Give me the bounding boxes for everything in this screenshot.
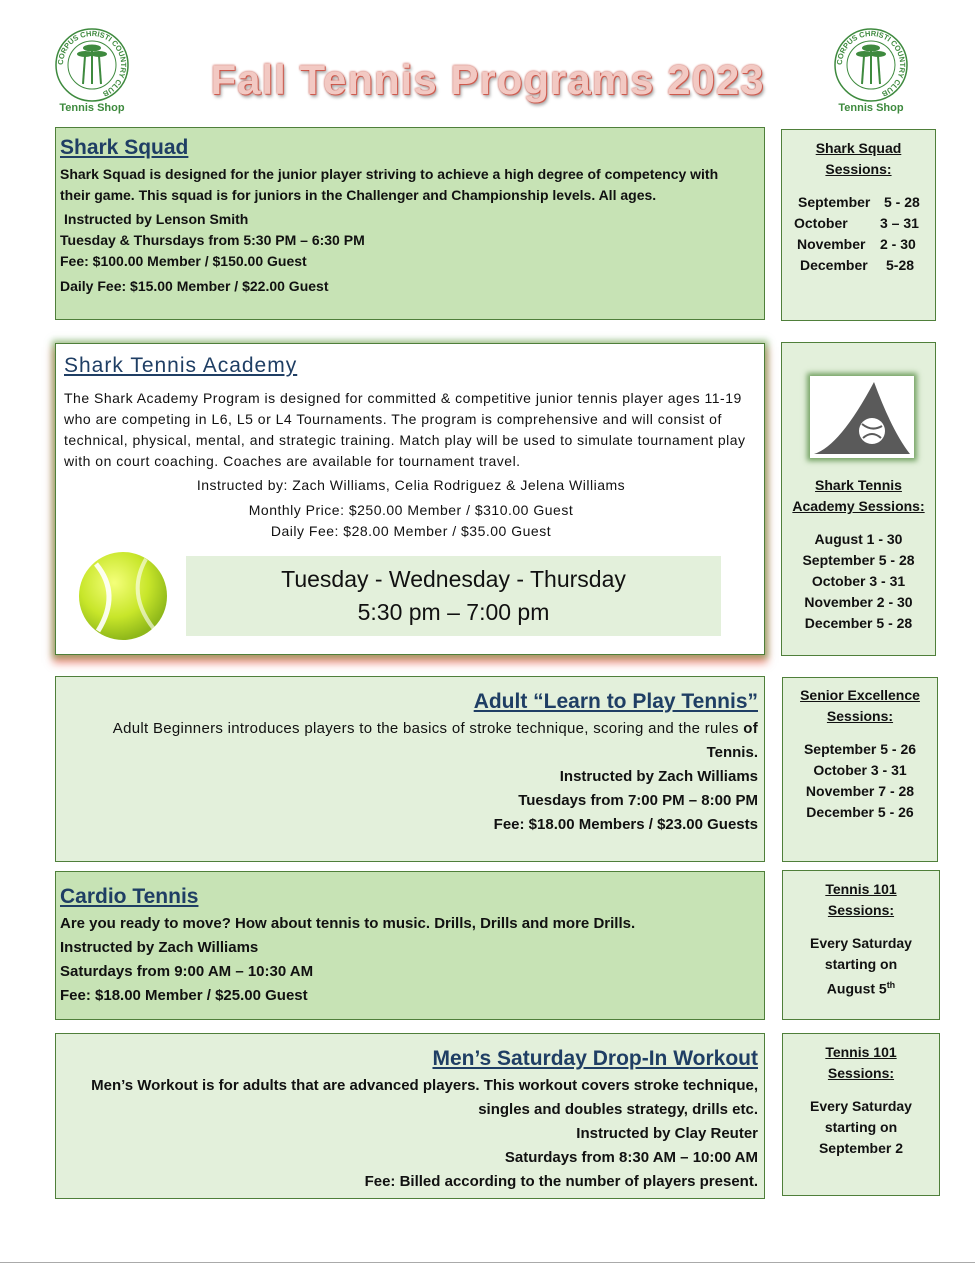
academy-days: Tuesday - Wednesday - Thursday — [281, 566, 626, 592]
academy-monthly-price: Monthly Price: $250.00 Member / $310.00 Guest — [248, 502, 574, 518]
session-row: November 7 - 28 — [805, 783, 915, 799]
sessions-heading: Sessions: — [826, 708, 894, 724]
shark-squad-schedule: Tuesday & Thursdays from 5:30 PM – 6:30 PM — [60, 232, 365, 248]
session-row: Every Saturday — [810, 935, 912, 951]
session-row: October 3 – 31 — [794, 215, 919, 231]
sessions-heading: Senior Excellence — [800, 687, 920, 703]
session-row: August 5th — [826, 980, 896, 997]
svg-text:CORPUS CHRISTI COUNTRY CLUB: CORPUS CHRISTI COUNTRY CLUB — [55, 28, 129, 99]
mens-sessions — [782, 1033, 940, 1196]
logo-caption: Tennis Shop — [59, 102, 125, 114]
cardio-title: Cardio Tennis — [60, 885, 199, 908]
adult-section — [55, 676, 765, 862]
session-row: October 3 - 31 — [811, 573, 906, 589]
shark-squad-description: Shark Squad is designed for the junior player striving to achieve a high degree of competency with their game. This squad is for juniors in the Challenger and Championship levels. All ages. — [60, 166, 719, 203]
session-row: December 5 - 26 — [806, 804, 914, 820]
cardio-sessions — [782, 870, 940, 1020]
sessions-heading: Sessions: — [827, 1065, 895, 1081]
shark-squad-fee: Fee: $100.00 Member / $150.00 Guest — [60, 253, 307, 269]
shark-academy-section — [55, 343, 765, 655]
session-row: November 2 - 30 — [797, 236, 916, 252]
tennis-ball-icon — [76, 549, 170, 643]
club-logo-right — [831, 26, 911, 116]
session-row: August 1 - 30 — [814, 531, 903, 547]
sessions-heading: Sessions: — [825, 161, 892, 177]
academy-instructors: Instructed by: Zach Williams, Celia Rodriguez & Jelena Williams — [196, 477, 626, 493]
session-row: Every Saturday — [810, 1098, 912, 1114]
academy-sessions — [781, 342, 936, 656]
cardio-fee: Fee: $18.00 Member / $25.00 Guest — [60, 987, 308, 1004]
page-bottom-divider — [0, 1262, 975, 1263]
cardio-section — [55, 871, 765, 1020]
mens-section — [55, 1033, 765, 1199]
adult-description: Adult Beginners introduces players to the basics of stroke technique, scoring and the rules of — [112, 720, 758, 737]
sessions-heading: Tennis 101 — [825, 881, 897, 897]
session-row: December 5-28 — [800, 257, 915, 273]
cardio-instructor: Instructed by Zach Williams — [60, 939, 259, 956]
academy-daily-fee: Daily Fee: $28.00 Member / $35.00 Guest — [270, 523, 552, 539]
academy-schedule-box — [186, 556, 721, 636]
shark-squad-instructor: Instructed by Lenson Smith — [64, 211, 249, 227]
adult-schedule: Tuesdays from 7:00 PM – 8:00 PM — [518, 792, 758, 809]
shark-squad-section — [55, 127, 765, 320]
club-logo-left — [52, 26, 132, 116]
session-row: September 5 - 26 — [803, 741, 917, 757]
mens-fee: Fee: Billed according to the number of players present. — [364, 1173, 758, 1190]
sessions-heading: Shark Squad — [815, 140, 902, 156]
sessions-heading: Academy Sessions: — [792, 498, 925, 514]
academy-time: 5:30 pm – 7:00 pm — [357, 599, 550, 625]
mens-description-cont: singles and doubles strategy, drills etc. — [478, 1101, 758, 1118]
mens-instructor: Instructed by Clay Reuter — [576, 1125, 758, 1142]
session-row: October 3 - 31 — [813, 762, 907, 778]
session-row: November 2 - 30 — [804, 594, 913, 610]
academy-title: Shark Tennis Academy — [64, 354, 298, 377]
page-title: Fall Tennis Programs 2023 — [210, 56, 765, 103]
shark-squad-daily-fee: Daily Fee: $15.00 Member / $22.00 Guest — [60, 278, 329, 294]
senior-sessions — [782, 677, 938, 862]
adult-description-end: Tennis. — [706, 744, 758, 761]
adult-instructor: Instructed by Zach Williams — [559, 768, 758, 785]
svg-text:CORPUS CHRISTI COUNTRY CLUB: CORPUS CHRISTI COUNTRY CLUB — [834, 28, 908, 99]
shark-squad-sessions — [781, 129, 936, 321]
sessions-heading: Sessions: — [827, 902, 895, 918]
session-row: starting on — [824, 1119, 898, 1135]
logo-caption: Tennis Shop — [838, 102, 904, 114]
session-row: December 5 - 28 — [804, 615, 913, 631]
session-row: September 5 - 28 — [802, 552, 915, 568]
session-row: starting on — [824, 956, 898, 972]
cardio-description: Are you ready to move? How about tennis to music. Drills, Drills and more Drills. — [60, 915, 636, 932]
palm-tree-logo-icon — [53, 26, 131, 104]
academy-description: The Shark Academy Program is designed for committed & competitive junior tennis player ages 11-19 who are competing in L6, L5 or L4 Tournaments. The program is comprehensive and will consist of technical, physical, mental, and strategic training. Match play will be used to simulate tournament play with on court coaching. Coaches are available for tournament travel. — [64, 390, 746, 469]
cardio-schedule: Saturdays from 9:00 AM – 10:30 AM — [60, 963, 314, 980]
sessions-heading: Tennis 101 — [825, 1044, 897, 1060]
adult-title: Adult “Learn to Play Tennis” — [473, 690, 758, 713]
session-row: September 5 - 28 — [798, 194, 920, 210]
shark-squad-title: Shark Squad — [60, 136, 189, 159]
adult-fee: Fee: $18.00 Members / $23.00 Guests — [493, 816, 758, 833]
palm-tree-logo-icon — [832, 26, 910, 104]
sessions-heading: Shark Tennis — [815, 477, 902, 493]
mens-schedule: Saturdays from 8:30 AM – 10:00 AM — [504, 1149, 758, 1166]
mens-description: Men’s Workout is for adults that are advanced players. This workout covers stroke technique, — [91, 1077, 758, 1094]
mens-title: Men’s Saturday Drop-In Workout — [432, 1047, 758, 1070]
session-row: September 2 — [818, 1140, 904, 1156]
shark-fin-icon — [810, 376, 914, 458]
